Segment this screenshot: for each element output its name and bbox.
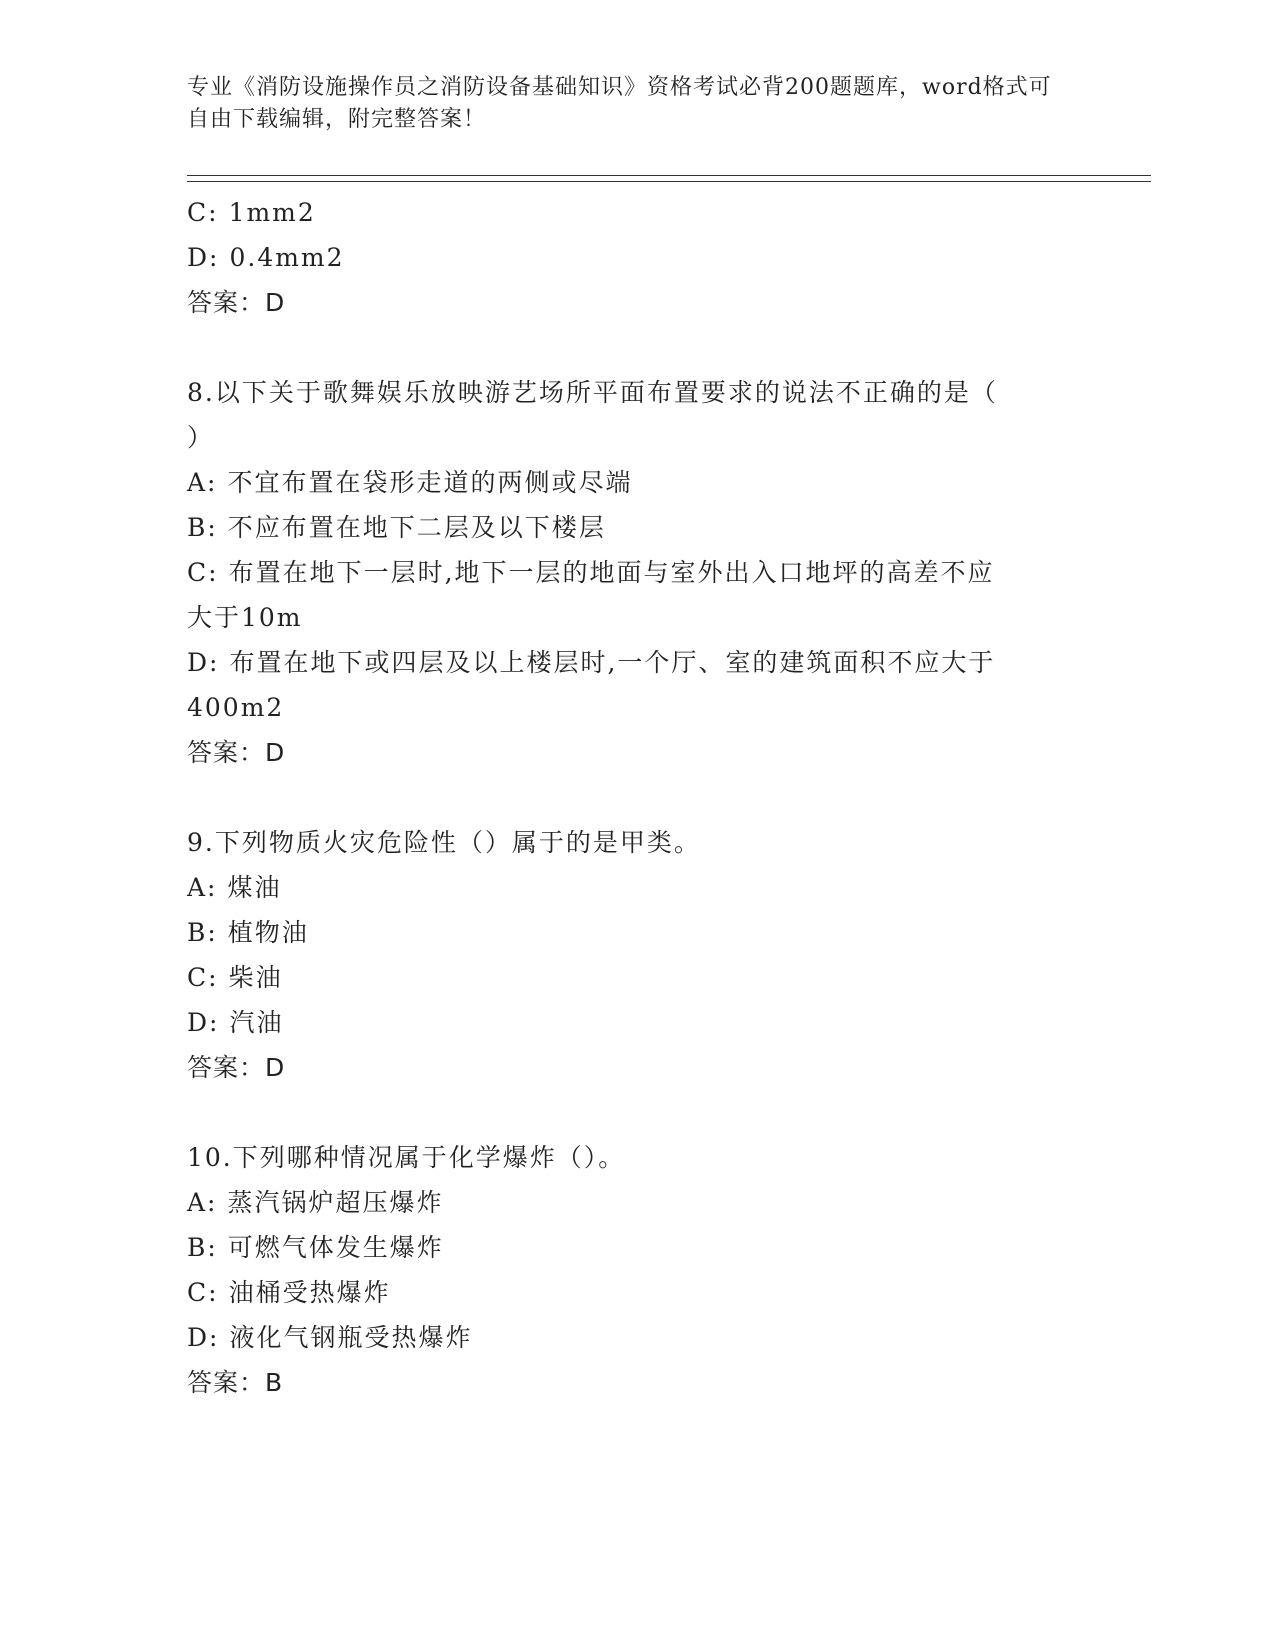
option-prefix: A: xyxy=(187,468,218,497)
option-text: 布置在地下一层时,地下一层的地面与室外出入口地坪的高差不应 xyxy=(228,558,995,587)
question-stem-continued: ） xyxy=(187,423,215,452)
option-b xyxy=(187,1225,1067,1270)
option-text: 蒸汽锅炉超压爆炸 xyxy=(227,1188,444,1217)
option-c xyxy=(187,190,1067,235)
option-d xyxy=(187,235,1067,280)
option-text: 油桶受热爆炸 xyxy=(228,1278,391,1307)
option-text: 不宜布置在袋形走道的两侧或尽端 xyxy=(227,468,633,497)
page-header-title: 专业《消防设施操作员之消防设备基础知识》资格考试必背200题题库，word格式可自由下载编辑，附完整答案！ xyxy=(187,75,1052,132)
option-d xyxy=(187,1315,1067,1360)
option-prefix: B: xyxy=(187,513,218,542)
header-divider-top xyxy=(187,175,1151,176)
option-text: 布置在地下或四层及以上楼层时,一个厅、室的建筑面积不应大于 xyxy=(229,648,996,677)
option-prefix: C: xyxy=(187,963,219,992)
option-text: 植物油 xyxy=(227,918,309,947)
question-stem: 8.以下关于歌舞娱乐放映游艺场所平面布置要求的说法不正确的是（ xyxy=(187,378,998,407)
option-text: 煤油 xyxy=(227,873,282,902)
option-prefix: A: xyxy=(187,1188,218,1217)
answer-line: 答案：D xyxy=(187,738,286,767)
header-divider-bottom xyxy=(187,181,1151,182)
option-prefix: D: xyxy=(187,243,220,272)
option-prefix: C: xyxy=(187,558,219,587)
answer-line: 答案：D xyxy=(187,1053,286,1082)
option-c xyxy=(187,955,1067,1000)
option-a xyxy=(187,1180,1067,1225)
option-b xyxy=(187,910,1067,955)
option-prefix: D: xyxy=(187,648,220,677)
question-stem: 10.下列哪种情况属于化学爆炸（）。 xyxy=(187,1143,626,1172)
option-prefix: C: xyxy=(187,198,219,227)
option-prefix: C: xyxy=(187,1278,219,1307)
option-c xyxy=(187,1270,1067,1315)
option-continued: 大于10m xyxy=(187,603,303,632)
option-a xyxy=(187,460,1067,505)
option-prefix: D: xyxy=(187,1008,220,1037)
option-text: 1mm2 xyxy=(228,198,316,227)
question-stem: 9.下列物质火灾危险性（）属于的是甲类。 xyxy=(187,828,701,857)
option-d xyxy=(187,640,1067,685)
option-continued: 400m2 xyxy=(187,693,285,722)
option-prefix: B: xyxy=(187,1233,218,1262)
spacer xyxy=(187,325,1067,370)
option-prefix: B: xyxy=(187,918,218,947)
option-text: 汽油 xyxy=(229,1008,284,1037)
option-text: 不应布置在地下二层及以下楼层 xyxy=(227,513,606,542)
option-text: 0.4mm2 xyxy=(229,243,345,272)
option-c xyxy=(187,550,1067,595)
option-d xyxy=(187,1000,1067,1045)
option-prefix: D: xyxy=(187,1323,220,1352)
answer-line: 答案：D xyxy=(187,288,286,317)
answer-line: 答案：B xyxy=(187,1368,284,1397)
option-text: 液化气钢瓶受热爆炸 xyxy=(229,1323,473,1352)
option-text: 可燃气体发生爆炸 xyxy=(227,1233,444,1262)
option-text: 柴油 xyxy=(228,963,283,992)
spacer xyxy=(187,775,1067,820)
spacer xyxy=(187,1090,1067,1135)
question-content xyxy=(187,190,1067,1405)
option-b xyxy=(187,505,1067,550)
option-prefix: A: xyxy=(187,873,218,902)
option-a xyxy=(187,865,1067,910)
